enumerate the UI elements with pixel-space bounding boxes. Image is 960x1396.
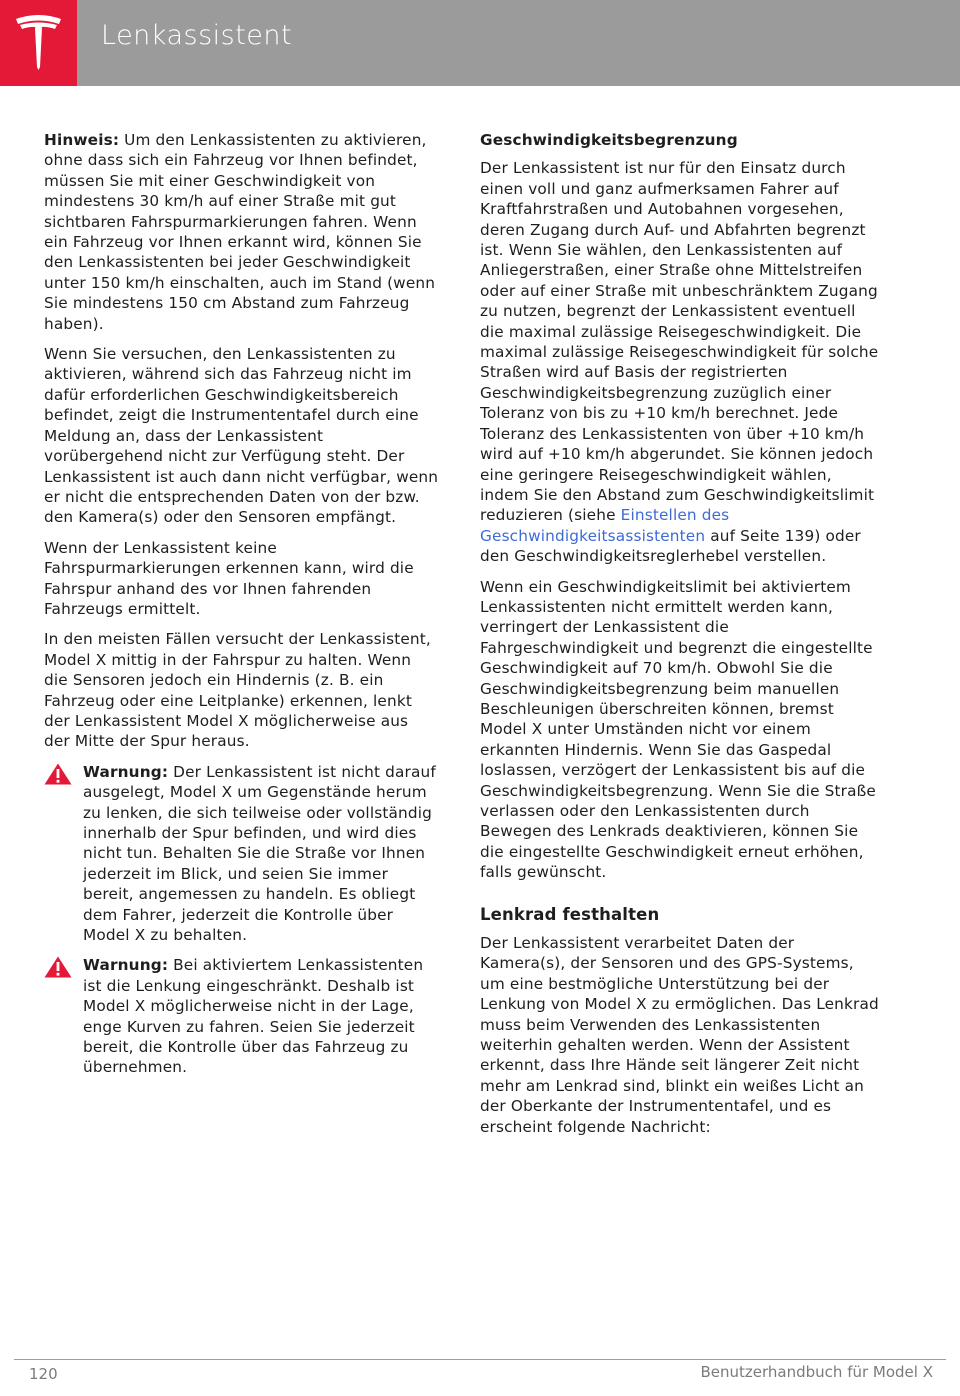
brand-logo-box: [0, 0, 77, 86]
speed-text-before-link: Der Lenkassistent ist nur für den Einsatz durch einen voll und ganz aufmerksamen Fahrer auf Kraftfahrstraßen und Autobahnen vorgesehen, deren Zugang durch Auf- und Abfahrten begrenzt ist. Wenn Sie wählen, den Lenkassistenten auf Anliegerstraßen, einer Straße ohne Mittelstreifen oder auf einer Straße mit unbeschränktem Zugang zu nutzen, begrenzt der Lenkassistent eventuell die maximal zulässige Reisegeschwindigkeit. Die maximal zulässige Reisegeschwindigkeit für solche Straßen wird auf Basis der registrierten Geschwindigkeitsbegrenzung zuzüglich einer Toleranz von bis zu +10 km/h berechnet. Jede Toleranz des Lenkassistenten von über +10 km/h wird auf +10 km/h abgerundet. Sie können jedoch eine geringere Reisegeschwindigkeit wählen, indem Sie den Abstand zum Geschwindigkeitslimit reduzieren (siehe: [480, 159, 879, 525]
speed-assist-link[interactable]: Einstellen des Geschwindigkeitsassistenten: [480, 506, 730, 545]
warning-label: Warnung:: [83, 956, 169, 975]
tesla-logo-icon: [14, 14, 63, 70]
steering-wheel-heading: Lenkrad festhalten: [480, 904, 660, 924]
note-label: Hinweis:: [44, 131, 120, 149]
warning-text: Bei aktiviertem Lenkassistenten ist die Lenkung eingeschränkt. Deshalb ist Model X möglicherweise nicht in der Lage, enge Kurven zu fahren. Seien Sie jederzeit bereit, die Kontrolle über das Fahrzeug zu übernehmen.: [83, 956, 424, 1077]
note-paragraph: [44, 130, 439, 334]
warning-icon: [44, 956, 72, 978]
speed-text-after-link: auf Seite 139) oder den Geschwindigkeitsreglerhebel verstellen.: [480, 526, 861, 566]
warning-block: [44, 955, 439, 1077]
manual-title: Benutzerhandbuch für Model X: [700, 1363, 933, 1381]
body-paragraph: [480, 158, 880, 566]
body-paragraph: Der Lenkassistent verarbeitet Daten der Kamera(s), der Sensoren und des GPS-Systems, um eine bestmögliche Unterstützung bei der Lenkung von Model X zu ermöglichen. Das Lenkrad muss beim Verwenden des Lenkassistenten weiterhin gehalten werden. Wenn der Assistent erkennt, dass Ihre Hände seit längerer Zeit nicht mehr am Lenkrad sind, blinkt ein weißes Licht an der Oberkante der Instrumententafel, und es erscheint folgende Nachricht:: [480, 934, 879, 1136]
page-header: [0, 0, 960, 86]
footer-divider: [14, 1359, 946, 1360]
warning-block: [44, 762, 439, 946]
note-text: Um den Lenkassistenten zu aktivieren, ohne dass sich ein Fahrzeug vor Ihnen befindet, müssen Sie mit einer Geschwindigkeit von mindestens 30 km/h auf einer Straße mit gut sichtbaren Fahrspurmarkierungen fahren. Wenn ein Fahrzeug vor Ihnen erkannt wird, können Sie den Lenkassistenten bei jeder Geschwindigkeit unter 150 km/h einschalten, auch im Stand (wenn Sie mindestens 150 cm Abstand zum Fahrzeug haben).: [44, 131, 436, 333]
speed-limit-heading: Geschwindigkeitsbegrenzung: [480, 131, 738, 149]
warning-label: Warnung:: [83, 762, 169, 781]
warning-icon: [44, 763, 72, 785]
body-paragraph: In den meisten Fällen versucht der Lenkassistent, Model X mittig in der Fahrspur zu halten. Wenn die Sensoren jedoch ein Hindernis (z. B. ein Fahrzeug oder eine Leitplanke) erkennen, lenkt der Lenkassistent Model X möglicherweise aus der Mitte der Spur heraus.: [44, 630, 431, 751]
page-title: Lenkassistent: [101, 20, 293, 51]
body-paragraph: Wenn der Lenkassistent keine Fahrspurmarkierungen erkennen kann, wird die Fahrspur anhand des vor Ihnen fahrenden Fahrzeugs ermittelt.: [44, 538, 414, 618]
right-column: [480, 130, 880, 1147]
left-column: [44, 130, 439, 1088]
body-paragraph: Wenn ein Geschwindigkeitslimit bei aktiviertem Lenkassistenten nicht ermittelt werden kann, verringert der Lenkassistent die Fahrgeschwindigkeit und begrenzt die eingestellte Geschwindigkeit auf 70 km/h. Obwohl Sie die Geschwindigkeitsbegrenzung beim manuellen Beschleunigen überschreiten können, bremst Model X unter Umständen nicht vor einem erkannten Hindernis. Wenn Sie das Gaspedal loslassen, verzögert der Lenkassistent bis auf die Geschwindigkeitsbegrenzung. Wenn Sie die Straße verlassen oder den Lenkassistenten durch Bewegen des Lenkrads deaktivieren, können Sie die eingestellte Geschwindigkeit erneut erhöhen, falls gewünscht.: [480, 577, 876, 882]
page-number: 120: [29, 1365, 58, 1383]
body-paragraph: Wenn Sie versuchen, den Lenkassistenten zu aktivieren, während sich das Fahrzeug nicht im dafür erforderlichen Geschwindigkeitsbereich befindet, zeigt die Instrumententafel durch eine Meldung an, dass der Lenkassistent vorübergehend nicht zur Verfügung steht. Der Lenkassistent ist auch dann nicht verfügbar, wenn er nicht die entsprechenden Daten von der bzw. den Kamera(s) oder den Sensoren empfängt.: [44, 345, 439, 527]
warning-text: Der Lenkassistent ist nicht darauf ausgelegt, Model X um Gegenstände herum zu lenken, die sich teilweise oder vollständig innerhalb der Spur befinden, und wird dies nicht tun. Behalten Sie die Straße vor Ihnen jederzeit im Blick, und seien Sie immer bereit, angemessen zu handeln. Es obliegt dem Fahrer, jederzeit die Kontrolle über Model X zu behalten.: [83, 762, 436, 945]
